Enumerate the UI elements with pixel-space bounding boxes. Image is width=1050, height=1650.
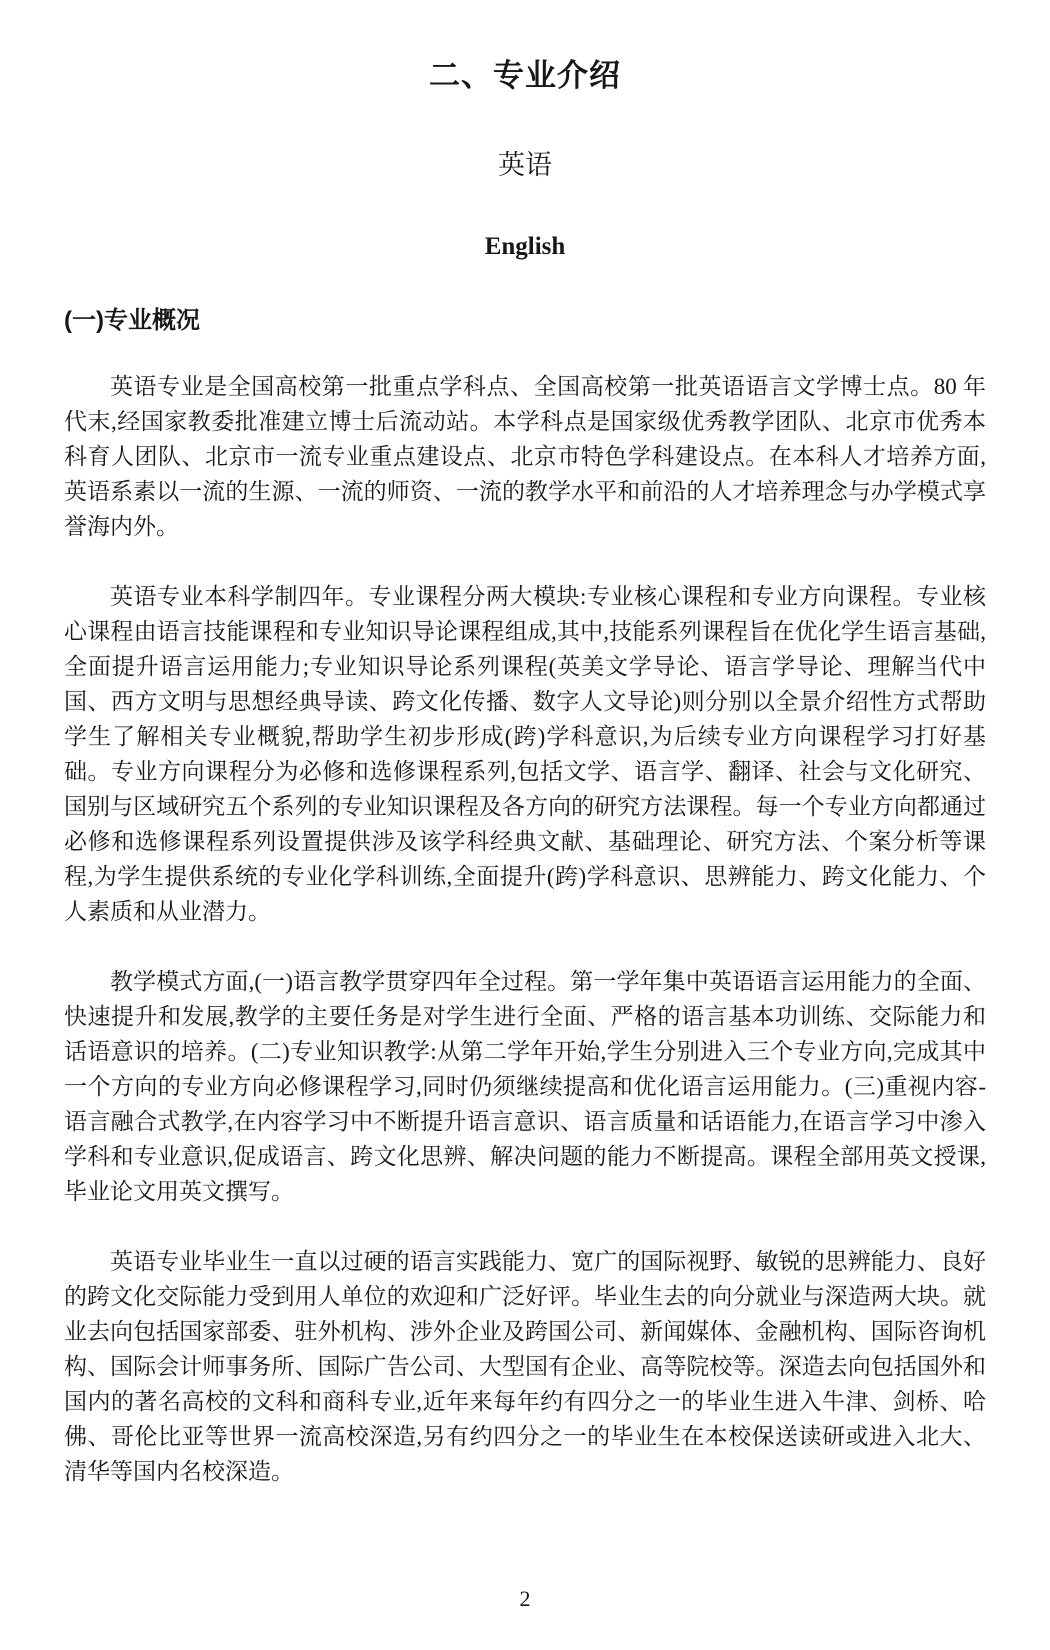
paragraph: 教学模式方面,(一)语言教学贯穿四年全过程。第一学年集中英语语言运用能力的全面、快速提升和发展,教学的主要任务是对学生进行全面、严格的语言基本功训练、交际能力和话语意识的培养。(二)专业知识教学:从第二学年开始,学生分别进入三个专业方向,完成其中一个方向的专业方向必修课程学习,同时仍须继续提高和优化语言运用能力。(三)重视内容-语言融合式教学,在内容学习中不断提升语言意识、语言质量和话语能力,在语言学习中渗入学科和专业意识,促成语言、跨文化思辨、解决问题的能力不断提高。课程全部用英文授课,毕业论文用英文撰写。 [64,969,986,1204]
paragraph: 英语专业毕业生一直以过硬的语言实践能力、宽广的国际视野、敏锐的思辨能力、良好的跨文化交际能力受到用人单位的欢迎和广泛好评。毕业生去的向分就业与深造两大块。就业去向包括国家部委、驻外机构、涉外企业及跨国公司、新闻媒体、金融机构、国际咨询机构、国际会计师事务所、国际广告公司、大型国有企业、高等院校等。深造去向包括国外和国内的著名高校的文科和商科专业,近年来每年约有四分之一的毕业生进入牛津、剑桥、哈佛、哥伦比亚等世界一流高校深造,另有约四分之一的毕业生在本校保送读研或进入北大、清华等国内名校深造。 [64,1249,986,1484]
section-heading: (一)专业概况 [64,307,200,334]
body-paragraphs [64,369,986,1489]
page-title: 二、专业介绍 [429,58,621,93]
major-title-chinese: 英语 [498,150,552,180]
major-title-english: English [484,233,566,260]
paragraph: 英语专业本科学制四年。专业课程分两大模块:专业核心课程和专业方向课程。专业核心课程由语言技能课程和专业知识导论课程组成,其中,技能系列课程旨在优化学生语言基础,全面提升语言运用能力;专业知识导论系列课程(英美文学导论、语言学导论、理解当代中国、西方文明与思想经典导读、跨文化传播、数字人文导论)则分别以全景介绍性方式帮助学生了解相关专业概貌,帮助学生初步形成(跨)学科意识,为后续专业方向课程学习打好基础。专业方向课程分为必修和选修课程系列,包括文学、语言学、翻译、社会与文化研究、国别与区域研究五个系列的专业知识课程及各方向的研究方法课程。每一个专业方向都通过必修和选修课程系列设置提供涉及该学科经典文献、基础理论、研究方法、个案分析等课程,为学生提供系统的专业化学科训练,全面提升(跨)学科意识、思辨能力、跨文化能力、个人素质和从业潜力。 [64,584,986,924]
paragraph: 英语专业是全国高校第一批重点学科点、全国高校第一批英语语言文学博士点。80 年代末,经国家教委批准建立博士后流动站。本学科点是国家级优秀教学团队、北京市优秀本科育人团队、北京市一流专业重点建设点、北京市特色学科建设点。在本科人才培养方面,英语系素以一流的生源、一流的师资、一流的教学水平和前沿的人才培养理念与办学模式享誉海内外。 [64,374,986,539]
page-number: 2 [519,1586,531,1611]
